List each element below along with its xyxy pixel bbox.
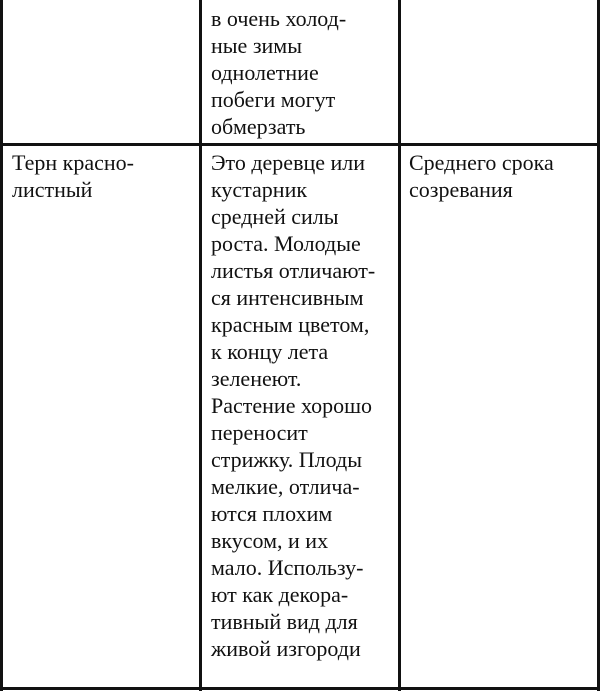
row2-description-line: листья отличают- [211, 258, 376, 283]
row2-description-line: средней силы [211, 204, 339, 229]
row2-ripening-line: Среднего срока [409, 150, 554, 175]
row1-description-line: побеги могут [211, 87, 336, 112]
table-border-col1 [199, 0, 202, 691]
row2-description-line: ют как декора- [211, 582, 349, 607]
row1-description-line: обмерзать [211, 114, 306, 139]
row2-description-line: живой изгороди [211, 636, 361, 661]
row2-description-line: ются плохим [211, 501, 333, 526]
row2-description-line: стрижку. Плоды [211, 447, 363, 472]
table-row-divider [0, 143, 600, 146]
row1-description-cell [211, 5, 346, 140]
row2-description-cell [211, 149, 375, 662]
row2-description-line: Растение хорошо [211, 393, 373, 418]
row2-description-line: кустарник [211, 177, 308, 202]
row2-description-line: тивный вид для [211, 609, 358, 634]
table-border-right [597, 0, 600, 691]
row2-ripening-cell [409, 149, 554, 203]
row2-description-line: роста. Молодые [211, 231, 361, 256]
row2-description-line: красным цветом, [211, 312, 370, 337]
row2-description-line: мелкие, отлича- [211, 474, 360, 499]
row2-description-line: ся интенсивным [211, 285, 364, 310]
row1-description-line: однолетние [211, 60, 319, 85]
table-border-left [0, 0, 3, 691]
row2-name-line: листный [12, 177, 93, 202]
row2-description-line: зеленеют. [211, 366, 302, 391]
row2-description-line: Это деревце или [211, 150, 366, 175]
table-border-bottom [0, 687, 600, 690]
table-border-col2 [398, 0, 401, 691]
row2-description-line: к концу лета [211, 339, 329, 364]
row1-description-line: ные зимы [211, 33, 302, 58]
row2-ripening-line: созревания [409, 177, 513, 202]
row2-description-line: вкусом, и их [211, 528, 329, 553]
row2-description-line: мало. Использу- [211, 555, 364, 580]
row2-description-line: переносит [211, 420, 308, 445]
row2-name-line: Терн красно- [12, 150, 134, 175]
row2-name-cell [12, 149, 134, 203]
row1-description-line: в очень холод- [211, 6, 347, 31]
